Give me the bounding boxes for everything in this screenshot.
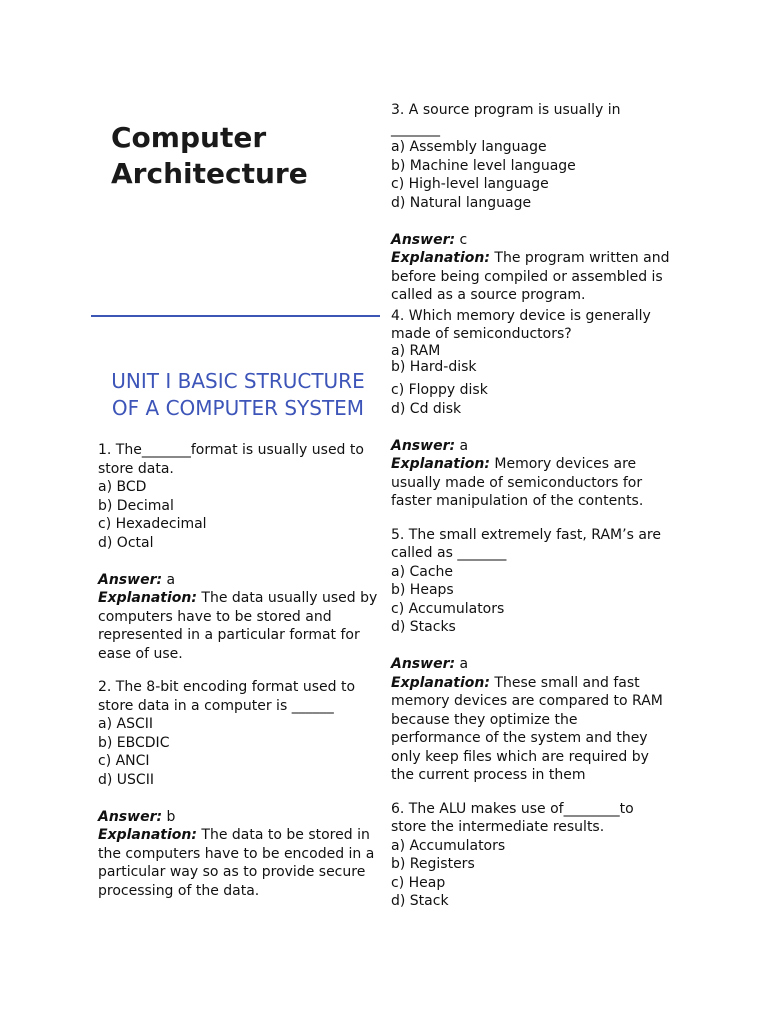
answer-line	[98, 571, 378, 590]
explanation	[98, 589, 378, 663]
answer-line	[391, 437, 671, 456]
divider-rule	[91, 315, 380, 317]
explanation	[98, 826, 378, 900]
explanation-label: Explanation:	[391, 674, 490, 691]
option: a) BCD	[98, 479, 147, 495]
option: c) Accumulators	[391, 600, 505, 617]
option: c) Hexadecimal	[98, 516, 207, 532]
question-6	[391, 800, 671, 911]
option: c) High-level language	[391, 176, 549, 192]
option: b) Machine level language	[391, 157, 576, 174]
question-text: 6. The ALU makes use of________to store the intermediate results.	[391, 800, 634, 835]
question-4	[391, 307, 671, 511]
title-line-1: Computer	[111, 121, 267, 154]
option: b) Hard-disk	[391, 358, 477, 375]
option: a) RAM	[391, 342, 441, 359]
question-5	[391, 526, 671, 785]
options-list	[391, 563, 671, 637]
answer-label: Answer:	[391, 437, 456, 454]
answer-value: a	[166, 571, 176, 588]
option: c) Heap	[391, 874, 446, 891]
question-text-line-1: 3. A source program is usually in	[391, 102, 621, 118]
unit-heading	[98, 368, 378, 422]
option: c) ANCI	[98, 753, 150, 769]
explanation-label: Explanation:	[98, 827, 197, 843]
answer-value: a	[459, 656, 469, 672]
options-list	[391, 837, 671, 911]
answer-label: Answer:	[98, 571, 163, 588]
answer-label: Answer:	[391, 231, 456, 248]
question-2	[98, 678, 378, 900]
option: d) Stack	[391, 893, 449, 909]
question-text	[391, 101, 671, 138]
option: d) Cd disk	[391, 400, 462, 417]
answer-value: a	[459, 437, 469, 454]
explanation	[391, 455, 671, 511]
explanation-text: These small and fast memory devices are compared to RAM because they optimize the performance of the system and they only keep files which are required by the current process in them	[391, 674, 663, 783]
option: d) Octal	[98, 534, 154, 551]
question-text: 5. The small extremely fast, RAM’s are called as _______	[391, 526, 661, 561]
answer-value: c	[459, 231, 468, 248]
right-column	[391, 101, 671, 911]
option: a) Assembly language	[391, 139, 547, 155]
option: b) EBCDIC	[98, 734, 170, 751]
answer-line	[391, 231, 671, 250]
answer-label: Answer:	[98, 808, 163, 825]
option: d) USCII	[98, 771, 154, 788]
options-list	[98, 715, 378, 789]
option: b) Decimal	[98, 497, 174, 514]
explanation-text: Memory devices are usually made of semiconductors for faster manipulation of the contents.	[391, 456, 644, 509]
explanation-text: The program written and before being compiled or assembled is called as a source program.	[391, 250, 670, 303]
option: a) ASCII	[98, 716, 153, 732]
explanation	[391, 674, 671, 785]
question-text: 4. Which memory device is generally made of semiconductors?	[391, 307, 651, 342]
options-list	[391, 344, 671, 419]
explanation-label: Explanation:	[391, 250, 490, 266]
answer-value: b	[166, 808, 176, 825]
answer-line	[391, 655, 671, 674]
left-column	[98, 441, 378, 900]
option: d) Natural language	[391, 194, 532, 211]
option: c) Floppy disk	[391, 382, 488, 398]
option: a) Accumulators	[391, 837, 506, 854]
option: b) Heaps	[391, 582, 454, 598]
answer-label: Answer:	[391, 656, 456, 672]
question-text-line-2: _______	[391, 120, 440, 137]
explanation-label: Explanation:	[391, 456, 490, 472]
option: a) Cache	[391, 563, 454, 580]
option: b) Registers	[391, 856, 475, 872]
unit-heading-line-2: OF A COMPUTER SYSTEM	[111, 396, 365, 420]
document-title	[111, 120, 371, 192]
option: d) Stacks	[391, 619, 456, 635]
answer-line	[98, 808, 378, 827]
question-text: 1. The_______format is usually used to store data.	[98, 442, 364, 477]
explanation-label: Explanation:	[98, 590, 197, 606]
explanation-text: The data to be stored in the computers have to be encoded in a particular way so as to provide secure processing of the data.	[98, 827, 375, 899]
title-line-2: Architecture	[111, 157, 308, 190]
question-3	[391, 101, 671, 305]
explanation	[391, 249, 671, 305]
explanation-text: The data usually used by computers have to be stored and represented in a particular format for ease of use.	[98, 590, 378, 662]
question-1	[98, 441, 378, 663]
unit-heading-line-1: UNIT I BASIC STRUCTURE	[111, 369, 365, 393]
options-list	[98, 478, 378, 552]
options-list	[391, 138, 671, 212]
question-text: 2. The 8-bit encoding format used to store data in a computer is ______	[98, 679, 356, 714]
